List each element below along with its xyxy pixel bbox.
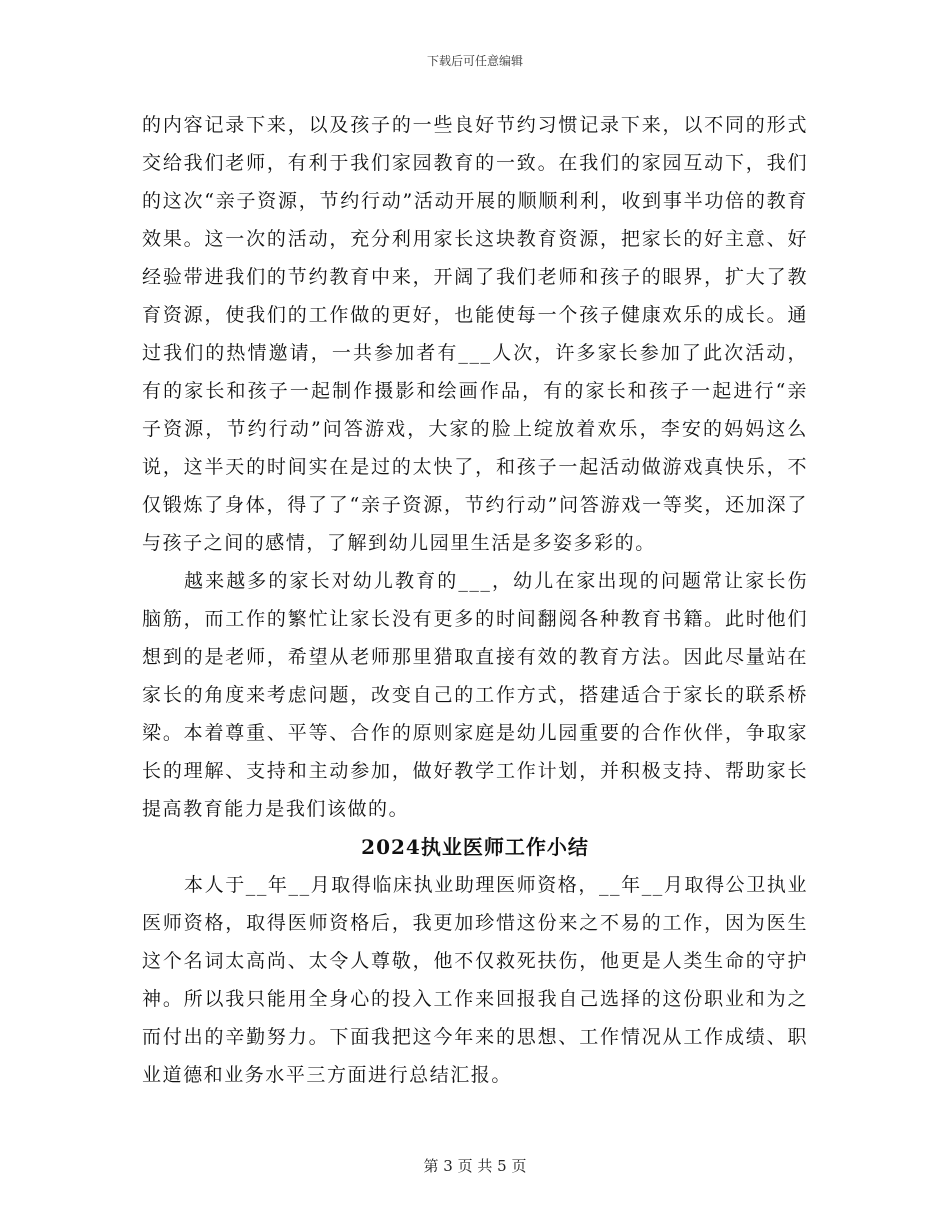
document-body	[142, 106, 808, 1094]
body-paragraph-2: 越来越多的家长对幼儿教育的___，幼儿在家出现的问题常让家长伤脑筋，而工作的繁忙让家长没有更多的时间翻阅各种教育书籍。此时他们想到的是老师，希望从老师那里猎取直接有效的教育方法。因此尽量站在家长的角度来考虑问题，改变自己的工作方式，搭建适合于家长的联系桥梁。本着尊重、平等、合作的原则家庭是幼儿园重要的合作伙伴，争取家长的理解、支持和主动参加，做好教学工作计划，并积极支持、帮助家长提高教育能力是我们该做的。	[142, 570, 808, 820]
section-title: 2024执业医师工作小结	[361, 835, 589, 859]
page-number-footer: 第 3 页 共 5 页	[423, 1157, 527, 1175]
body-paragraph-1: 的内容记录下来，以及孩子的一些良好节约习惯记录下来，以不同的形式交给我们老师，有利于我们家园教育的一致。在我们的家园互动下，我们的这次“亲子资源，节约行动”活动开展的顺顺利利，收到事半功倍的教育效果。这一次的活动，充分利用家长这块教育资源，把家长的好主意、好经验带进我们的节约教育中来，开阔了我们老师和孩子的眼界，扩大了教育资源，使我们的工作做的更好，也能使每一个孩子健康欢乐的成长。通过我们的热情邀请，一共参加者有___人次，许多家长参加了此次活动，有的家长和孩子一起制作摄影和绘画作品，有的家长和孩子一起进行“亲子资源，节约行动”问答游戏，大家的脸上绽放着欢乐，李安的妈妈这么说，这半天的时间实在是过的太快了，和孩子一起活动做游戏真快乐，不仅锻炼了身体，得了了“亲子资源，节约行动”问答游戏一等奖，还加深了与孩子之间的感情，了解到幼儿园里生活是多姿多彩的。	[142, 114, 808, 554]
section-paragraph: 本人于__年__月取得临床执业助理医师资格，__年__月取得公卫执业医师资格，取得医师资格后，我更加珍惜这份来之不易的工作，因为医生这个名词太高尚、太令人尊敬，他不仅救死扶伤，他更是人类生命的守护神。所以我只能用全身心的投入工作来回报我自己选择的这份职业和为之而付出的辛勤努力。下面我把这今年来的思想、工作情况从工作成绩、职业道德和业务水平三方面进行总结汇报。	[142, 874, 808, 1086]
page-header: 下载后可任意编辑	[426, 54, 523, 68]
